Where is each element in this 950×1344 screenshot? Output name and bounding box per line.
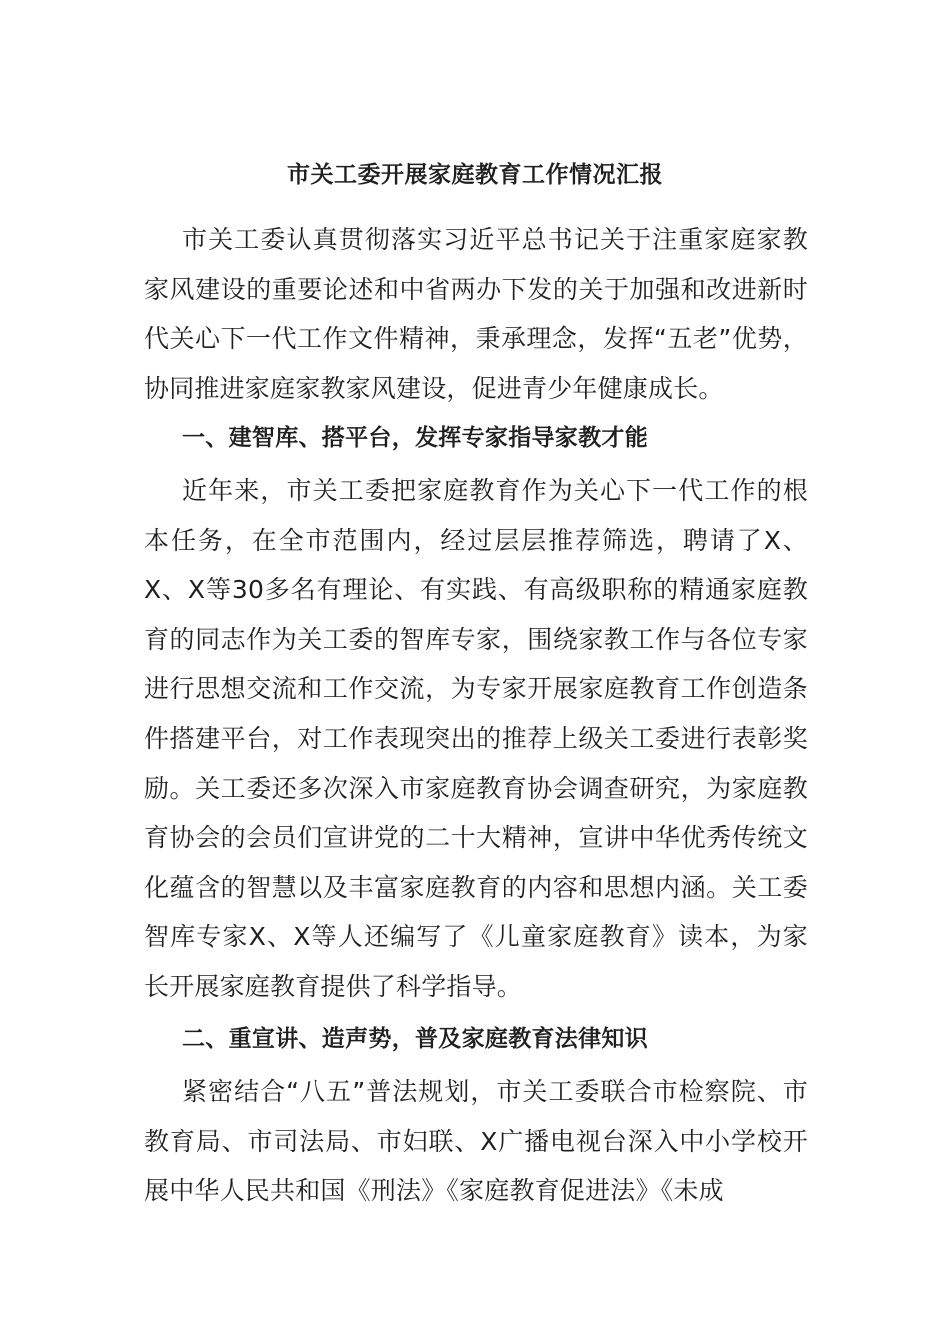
section-1-paragraph: 近年来，市关工委把家庭教育作为关心下一代工作的根本任务，在全市范围内，经过层层推荐筛选，聘请了X、X、X等30多名有理论、有实践、有高级职称的精通家庭教育的同志作为关工委的智库专家，围绕家教工作与各位专家进行思想交流和工作交流，为专家开展家庭教育工作创造条件搭建平台，对工作表现突出的推荐上级关工委进行表彰奖励。关工委还多次深入市家庭教育协会调查研究，为家庭教育协会的会员们宣讲党的二十大精神，宣讲中华优秀传统文化蕴含的智慧以及丰富家庭教育的内容和思想内涵。关工委智库专家X、X等人还编写了《儿童家庭教育》读本，为家长开展家庭教育提供了科学指导。 (144, 476, 808, 1001)
document-title: 市关工委开展家庭教育工作情况汇报 (287, 162, 663, 188)
intro-paragraph: 市关工委认真贯彻落实习近平总书记关于注重家庭家教家风建设的重要论述和中省两办下发的关于加强和改进新时代关心下一代工作文件精神，秉承理念，发挥“五老”优势，协同推进家庭家教家风建设，促进青少年健康成长。 (144, 225, 808, 403)
section-heading-1: 一、建智库、搭平台，发挥专家指导家教才能 (182, 425, 648, 451)
section-heading-2: 二、重宣讲、造声势，普及家庭教育法律知识 (182, 1026, 648, 1052)
section-2-paragraph: 紧密结合“八五”普法规划，市关工委联合市检察院、市教育局、市司法局、市妇联、X广播电视台深入中小学校开展中华人民共和国《刑法》《家庭教育促进法》《未成 (144, 1077, 808, 1206)
